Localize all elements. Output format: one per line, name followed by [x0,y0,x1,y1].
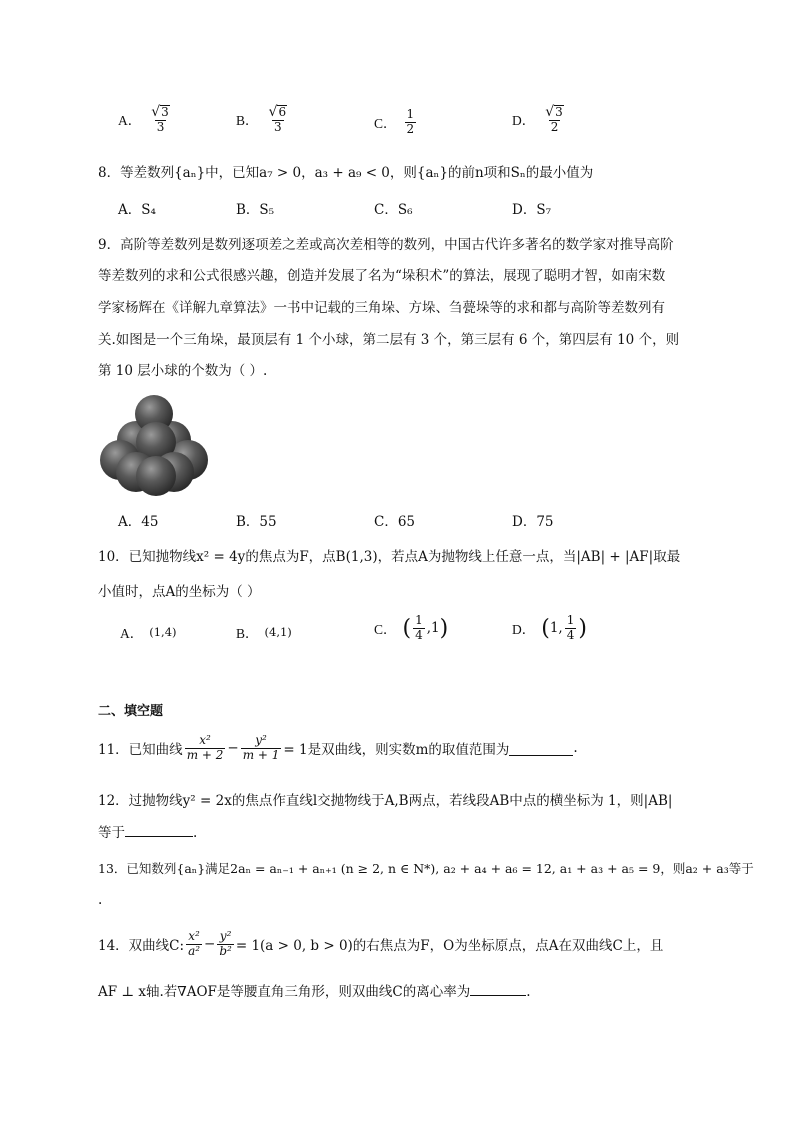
q11-answer-blank[interactable] [509,741,573,756]
q9-option-a: A．45 [118,514,159,530]
q14-stem [98,930,663,959]
q7-option-b [236,104,291,135]
q11-f2-denominator: m + 1 [242,747,280,762]
q10-option-c-label: C． [374,622,397,638]
q11-stem [98,734,578,763]
q12-line-1: 12．过抛物线y² = 2x的焦点作直线l交抛物线于A,B两点，若线段AB中点的横坐标为 1，则|AB| [98,793,673,809]
q10-option-a-label: A． [120,626,144,641]
q7-b-radicand: 6 [278,105,287,120]
q10-option-c: C． ( $\frac{1}{4}$ ,1 ) [374,613,449,642]
q9-line-3: 学家杨辉在《详解九章算法》一书中记载的三角垛、方垛、刍甍垛等的求和都与高阶等差数列有 [98,300,665,316]
q9-line-5: 第 10 层小球的个数为（ ）. [98,363,268,379]
q12-line-2 [98,821,197,841]
q10-line-2: 小值时，点A的坐标为（ ） [98,584,261,600]
q9-option-d: D．75 [512,514,554,530]
q11-prefix: 11．已知曲线 [98,742,183,759]
q7-option-b-fraction: √ 6 3 [268,104,287,135]
triangular-pile-figure [96,392,212,498]
q7-option-d [512,104,568,135]
q10-option-d: D． ( 1, $\frac{1}{4}$ ) [512,613,587,642]
q14-line-2-prefix: AF ⊥ x轴.若∇AOF是等腰直角三角形，则双曲线C的离心率为 [98,984,471,1000]
section-title-fill-in: 二、填空题 [98,704,164,719]
q11-end: . [573,740,578,757]
q9-line-4: 关.如图是一个三角垛，最顶层有 1 个小球，第二层有 3 个，第三层有 6 个，第四层有 10 个，则 [98,332,680,348]
q11-f2-numerator: y² [255,733,267,747]
q14-suffix: = 1(a > 0, b > 0)的右焦点为F，O为坐标原点，点A在双曲线C上，且 [235,938,664,955]
q9-option-c: C．65 [374,514,416,530]
q8-option-a: A．S₄ [118,202,156,218]
q10-c-numerator: 1 [415,613,423,627]
q7-option-c-label: C． [374,116,397,132]
q11-f1-numerator: x² [199,733,211,747]
ball [136,456,176,496]
q7-option-a-label: A． [118,113,142,129]
q7-option-c-fraction [405,108,417,137]
q7-option-a [118,104,174,135]
q10-c-tail: ,1 [426,620,440,637]
q11-f1-denominator: m + 2 [186,747,224,762]
q10-option-a-value: (1,4) [149,625,177,639]
q14-f1-numerator: x² [188,929,200,943]
q7-c-numerator: 1 [406,107,415,121]
q12-answer-blank[interactable] [125,824,193,837]
q10-d-head: 1, [549,620,563,637]
q12-line-2-prefix: 等于 [98,825,125,841]
q10-option-b-label: B． [236,626,259,641]
q7-option-b-label: B． [236,113,259,129]
q10-option-d-label: D． [512,622,536,638]
q14-f1-denominator: a² [188,943,201,958]
q10-option-b [236,622,292,642]
q8-option-c: C．S₆ [374,202,413,218]
q9-line-2: 等差数列的求和公式很感兴趣，创造并发展了名为“垛积术”的算法，展现了聪明才智，如南宋数 [98,268,666,284]
q10-d-numerator: 1 [566,613,575,627]
q7-option-d-label: D． [512,113,536,129]
q7-option-c [374,108,418,137]
q13-line-2: . [98,892,103,908]
q10-c-denominator: 4 [415,627,423,642]
q7-b-denominator: 3 [273,120,282,135]
q9-option-b: B．55 [236,514,277,530]
q7-option-a-fraction: √ 3 3 [151,104,169,135]
q7-c-denominator: 2 [406,121,415,136]
q13-line-1: 13．已知数列{aₙ}满足2aₙ = aₙ₋₁ + aₙ₊₁ (n ≥ 2, n ∈ N*), a₂ + a₄ + a₆ = 12, a₁ + a₃ + a₅ = 9，则a₂ + a₃等于 [98,861,754,876]
q7-option-d-fraction: √ 3 2 [545,104,563,135]
q14-answer-blank[interactable] [470,983,526,996]
q7-a-denominator: 3 [156,120,165,135]
q8-stem: 8．等差数列{aₙ}中，已知a₇ > 0，a₃ + a₉ < 0，则{aₙ}的前n项和Sₙ的最小值为 [98,165,594,181]
q10-d-denominator: 4 [566,627,575,642]
q9-line-1: 9．高阶等差数列是数列逐项差之差或高次差相等的数列，中国古代许多著名的数学家对推导高阶 [98,237,674,253]
q14-prefix: 14．双曲线C: [98,938,185,955]
q7-a-radicand: 3 [161,105,169,120]
q7-d-radicand: 3 [555,105,563,120]
q14-end: . [526,984,531,1000]
q14-f2-numerator: y² [219,929,232,943]
q10-option-b-value: (4,1) [264,625,292,639]
q11-minus: − [227,740,239,757]
q14-minus: − [204,936,216,953]
q7-d-denominator: 2 [550,120,559,135]
q14-f2-denominator: b² [219,943,232,958]
q11-suffix: = 1是双曲线，则实数m的取值范围为 [283,742,510,759]
q12-end: . [193,825,198,841]
q10-option-a [120,622,177,642]
q14-line-2 [98,980,531,1000]
q8-option-d: D．S₇ [512,202,551,218]
q10-line-1: 10．已知抛物线x² = 4y的焦点为F，点B(1,3)，若点A为抛物线上任意一点，当|AB| + |AF|取最 [98,549,681,565]
q8-option-b: B．S₅ [236,202,275,218]
